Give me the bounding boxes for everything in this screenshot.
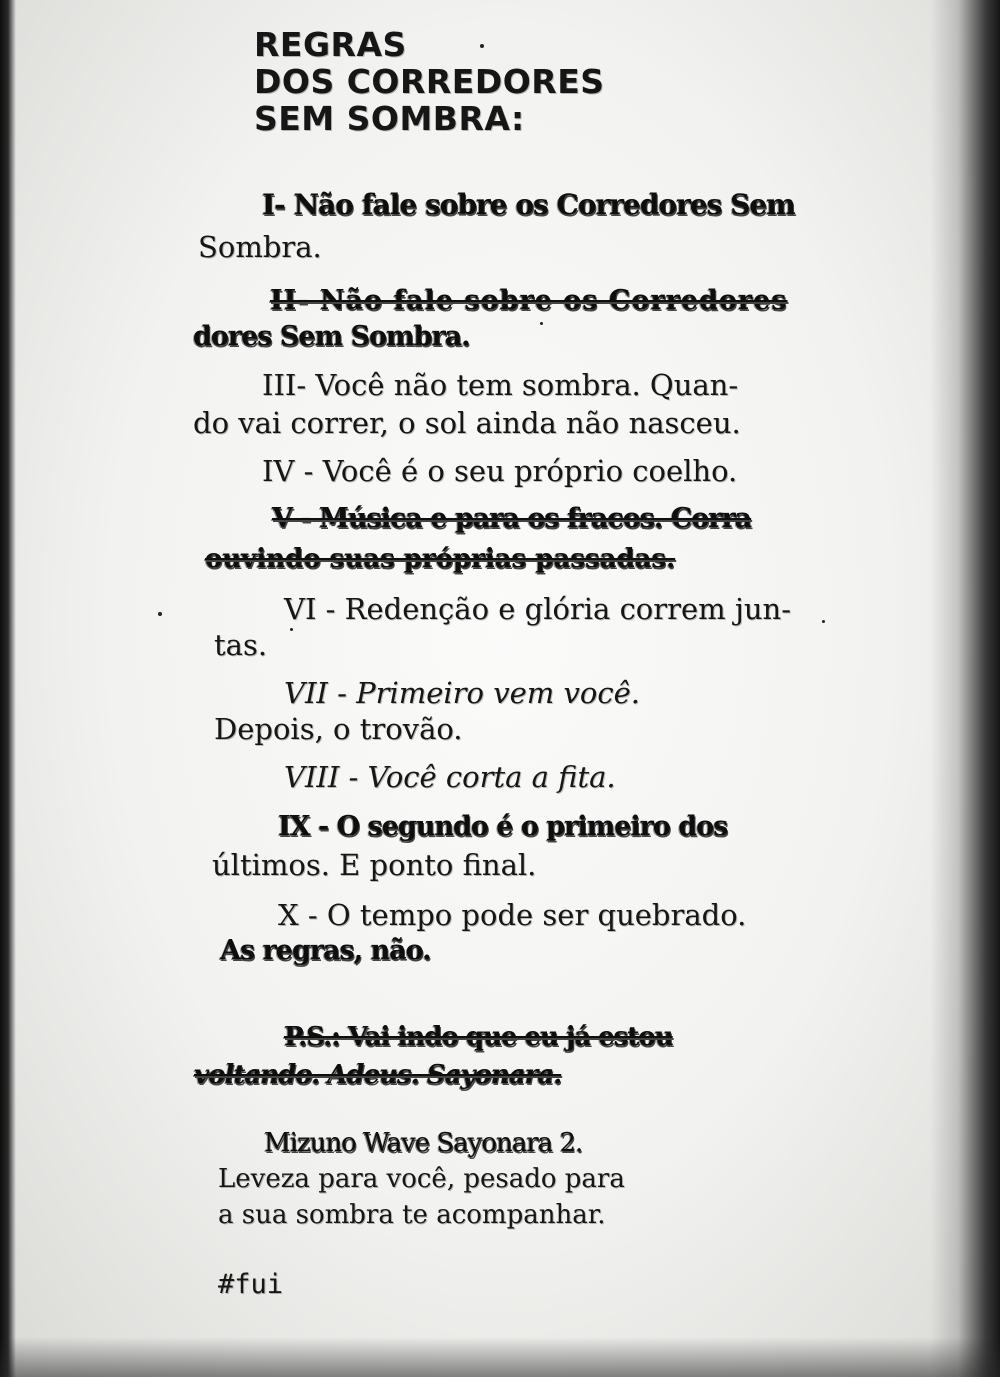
postscript-line-2: voltando. Adeus. Sayonara. [194,1060,562,1090]
rule-2-line-1: II- Não fale sobre os Corredores [270,285,788,316]
rule-9-line-2: últimos. E ponto final. [212,848,537,882]
rule-3-line-2: do vai correr, o sol ainda não nasceu. [193,406,741,440]
rule-7-line-1: VII - Primeiro vem você. [284,676,640,710]
page-right-edge [930,0,1000,1377]
ink-speck [290,628,293,631]
rule-5-line-1: V - Música e para os fracos. Corra [272,503,752,534]
ink-speck [158,612,162,616]
ink-speck [480,44,484,48]
ink-speck [822,620,825,623]
rule-3-line-1: III- Você não tem sombra. Quan- [262,368,739,402]
postscript-line-1: P.S.: Vai indo que eu já estou [284,1022,673,1052]
title-line-1: REGRAS [254,25,407,64]
rule-5-line-2: ouvindo suas próprias passadas. [205,544,676,574]
rule-10-line-2: As regras, não. [220,935,431,966]
rule-10-line-1: X - O tempo pode ser quebrado. [278,898,747,932]
page-left-edge [0,0,16,1377]
rule-9-line-1: IX - O segundo é o primeiro dos [278,811,728,842]
rule-7-line-2: Depois, o trovão. [214,712,463,746]
hashtag: #fui [218,1269,284,1300]
rule-6-line-1: VI - Redenção e glória correm jun- [284,592,792,626]
ink-speck [540,322,543,325]
rule-6-line-2: tas. [214,628,268,662]
page-bottom-edge [0,1337,1000,1377]
rule-8-line-1: VIII - Você corta a fita. [284,760,616,794]
product-name: Mizuno Wave Sayonara 2. [264,1128,583,1158]
title-line-2: DOS CORREDORES [254,62,605,101]
rule-2-line-2: dores Sem Sombra. [193,321,470,352]
title-line-3: SEM SOMBRA: [254,99,525,138]
closing-line-1: Leveza para você, pesado para [218,1164,625,1194]
rule-1-line-1: I- Não fale sobre os Corredores Sem [262,188,795,221]
closing-line-2: a sua sombra te acompanhar. [218,1200,606,1230]
rule-1-line-2: Sombra. [198,230,322,264]
rule-4-line-1: IV - Você é o seu próprio coelho. [262,454,738,488]
